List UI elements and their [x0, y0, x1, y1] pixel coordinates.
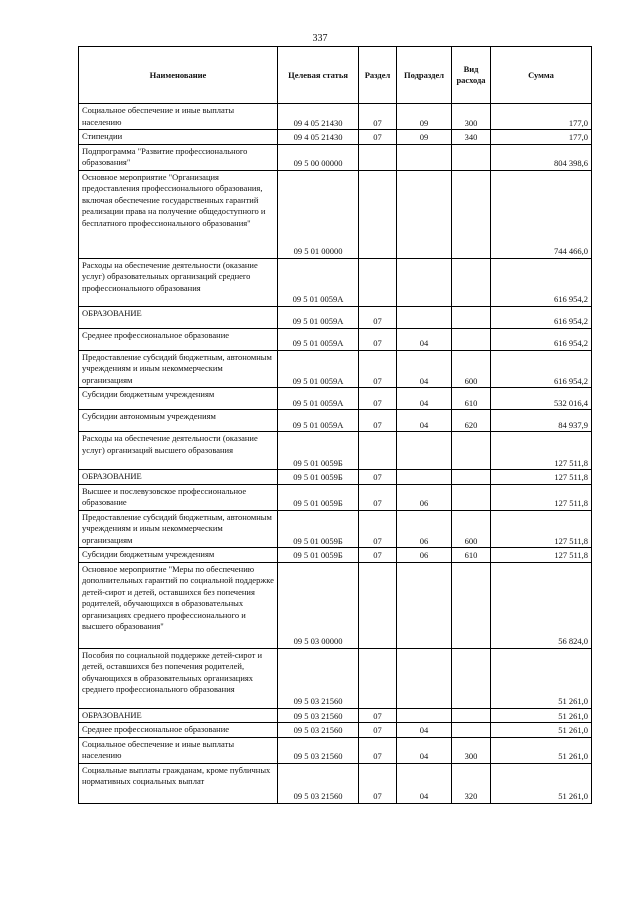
table-row	[79, 510, 592, 548]
header-section: Раздел	[359, 47, 397, 104]
row-expense-type	[452, 258, 491, 306]
row-expense-type	[452, 306, 491, 328]
header-amount: Сумма	[491, 47, 592, 104]
row-name: ОБРАЗОВАНИЕ	[79, 306, 278, 328]
row-amount: 51 261,0	[491, 708, 592, 723]
table-row	[79, 130, 592, 145]
row-section: 07	[359, 708, 397, 723]
header-name: Наименование	[79, 47, 278, 104]
row-amount: 127 511,8	[491, 470, 592, 485]
row-section	[359, 144, 397, 170]
row-name: Социальное обеспечение и иные выплаты населению	[79, 737, 278, 763]
table-row	[79, 388, 592, 410]
table-row	[79, 737, 592, 763]
table-row	[79, 328, 592, 350]
row-amount: 532 016,4	[491, 388, 592, 410]
row-amount: 127 511,8	[491, 548, 592, 563]
row-target: 09 5 01 0059Б	[278, 432, 359, 470]
row-section: 07	[359, 737, 397, 763]
row-target: 09 5 01 0059А	[278, 258, 359, 306]
row-target: 09 5 01 0059Б	[278, 548, 359, 563]
row-expense-type	[452, 432, 491, 470]
row-target: 09 5 01 0059А	[278, 388, 359, 410]
row-target: 09 5 03 21560	[278, 708, 359, 723]
row-section	[359, 170, 397, 258]
table-row	[79, 763, 592, 803]
row-subsection: 06	[397, 484, 452, 510]
row-subsection: 09	[397, 104, 452, 130]
row-section: 07	[359, 328, 397, 350]
budget-table	[78, 46, 592, 804]
table-header-row	[79, 47, 592, 104]
row-name: Расходы на обеспечение деятельности (оказание услуг) организаций высшего образования	[79, 432, 278, 470]
row-subsection: 04	[397, 723, 452, 738]
row-expense-type	[452, 144, 491, 170]
row-name: Основное мероприятие "Меры по обеспечению дополнительных гарантий по социальной поддержке детей-сирот и детей, оставшихся без попечения родителей, обучающихся в образовательных организациях среднего профессионального и высшего образования"	[79, 562, 278, 648]
row-section: 07	[359, 484, 397, 510]
row-amount: 804 398,6	[491, 144, 592, 170]
row-target: 09 5 03 00000	[278, 562, 359, 648]
row-expense-type: 300	[452, 737, 491, 763]
row-section: 07	[359, 104, 397, 130]
row-expense-type	[452, 328, 491, 350]
row-amount: 56 824,0	[491, 562, 592, 648]
row-subsection	[397, 470, 452, 485]
table-row	[79, 470, 592, 485]
row-amount: 616 954,2	[491, 350, 592, 388]
row-expense-type	[452, 648, 491, 708]
table-row	[79, 258, 592, 306]
row-expense-type	[452, 484, 491, 510]
row-amount: 616 954,2	[491, 258, 592, 306]
row-expense-type	[452, 723, 491, 738]
row-target: 09 5 01 00000	[278, 170, 359, 258]
row-section: 07	[359, 130, 397, 145]
row-section: 07	[359, 470, 397, 485]
row-target: 09 5 00 00000	[278, 144, 359, 170]
row-subsection: 06	[397, 548, 452, 563]
row-name: Социальные выплаты гражданам, кроме публичных нормативных социальных выплат	[79, 763, 278, 803]
row-subsection: 04	[397, 410, 452, 432]
row-section: 07	[359, 388, 397, 410]
row-target: 09 5 03 21560	[278, 737, 359, 763]
table-row	[79, 548, 592, 563]
row-name: Субсидии бюджетным учреждениям	[79, 548, 278, 563]
row-name: Подпрограмма "Развитие профессионального образования"	[79, 144, 278, 170]
header-subsection: Подраздел	[397, 47, 452, 104]
row-expense-type	[452, 170, 491, 258]
row-subsection	[397, 562, 452, 648]
row-name: Субсидии бюджетным учреждениям	[79, 388, 278, 410]
row-amount: 616 954,2	[491, 306, 592, 328]
row-target: 09 5 01 0059А	[278, 328, 359, 350]
row-amount: 127 511,8	[491, 432, 592, 470]
row-subsection: 04	[397, 350, 452, 388]
row-section	[359, 562, 397, 648]
table-row	[79, 306, 592, 328]
row-name: Предоставление субсидий бюджетным, автономным учреждениям и иным некоммерческим организациям	[79, 510, 278, 548]
row-name: Основное мероприятие "Организация предоставления профессионального образования, включая обеспечение государственных гарантий реализации права на получение общедоступного и бесплатного профессионального образования"	[79, 170, 278, 258]
row-amount: 51 261,0	[491, 648, 592, 708]
row-target: 09 5 03 21560	[278, 648, 359, 708]
row-amount: 51 261,0	[491, 723, 592, 738]
row-section	[359, 258, 397, 306]
row-subsection: 04	[397, 763, 452, 803]
table-row	[79, 144, 592, 170]
row-subsection: 06	[397, 510, 452, 548]
row-name: Среднее профессиональное образование	[79, 723, 278, 738]
row-subsection	[397, 258, 452, 306]
row-amount: 84 937,9	[491, 410, 592, 432]
row-section: 07	[359, 410, 397, 432]
row-target: 09 5 01 0059А	[278, 410, 359, 432]
table-row	[79, 723, 592, 738]
page-number: 337	[312, 33, 328, 44]
table-row	[79, 708, 592, 723]
row-amount: 744 466,0	[491, 170, 592, 258]
row-amount: 51 261,0	[491, 737, 592, 763]
row-name: Расходы на обеспечение деятельности (оказание услуг) образовательных организаций среднего профессионального образования	[79, 258, 278, 306]
row-section: 07	[359, 510, 397, 548]
table-row	[79, 410, 592, 432]
table-row	[79, 648, 592, 708]
row-name: ОБРАЗОВАНИЕ	[79, 470, 278, 485]
row-section: 07	[359, 763, 397, 803]
row-subsection: 04	[397, 328, 452, 350]
row-subsection	[397, 306, 452, 328]
row-expense-type: 340	[452, 130, 491, 145]
row-section: 07	[359, 350, 397, 388]
table-row	[79, 562, 592, 648]
row-target: 09 5 03 21560	[278, 723, 359, 738]
row-name: Предоставление субсидий бюджетным, автономным учреждениям и иным некоммерческим организациям	[79, 350, 278, 388]
row-target: 09 5 01 0059А	[278, 350, 359, 388]
row-target: 09 4 05 21430	[278, 130, 359, 145]
row-subsection	[397, 648, 452, 708]
row-expense-type: 600	[452, 350, 491, 388]
header-target: Целевая статья	[278, 47, 359, 104]
row-expense-type: 620	[452, 410, 491, 432]
row-amount: 616 954,2	[491, 328, 592, 350]
row-name: Пособия по социальной поддержке детей-сирот и детей, оставшихся без попечения родителей, обучающихся в образовательных организациях среднего профессионального образования	[79, 648, 278, 708]
header-expense-type: Вид расхода	[452, 47, 491, 104]
row-subsection: 04	[397, 388, 452, 410]
row-name: Стипендии	[79, 130, 278, 145]
row-subsection	[397, 170, 452, 258]
row-section	[359, 648, 397, 708]
row-expense-type	[452, 708, 491, 723]
row-expense-type: 300	[452, 104, 491, 130]
table-row	[79, 432, 592, 470]
table-row	[79, 104, 592, 130]
row-target: 09 5 03 21560	[278, 763, 359, 803]
row-expense-type: 610	[452, 548, 491, 563]
row-target: 09 5 01 0059А	[278, 306, 359, 328]
row-name: Среднее профессиональное образование	[79, 328, 278, 350]
row-name: ОБРАЗОВАНИЕ	[79, 708, 278, 723]
row-subsection	[397, 708, 452, 723]
row-expense-type	[452, 562, 491, 648]
row-target: 09 5 01 0059Б	[278, 484, 359, 510]
table-row	[79, 170, 592, 258]
row-target: 09 5 01 0059Б	[278, 470, 359, 485]
table-row	[79, 484, 592, 510]
row-amount: 127 511,8	[491, 484, 592, 510]
row-amount: 127 511,8	[491, 510, 592, 548]
row-amount: 177,0	[491, 130, 592, 145]
row-target: 09 4 05 21430	[278, 104, 359, 130]
row-subsection: 04	[397, 737, 452, 763]
row-expense-type	[452, 470, 491, 485]
row-section: 07	[359, 723, 397, 738]
row-amount: 177,0	[491, 104, 592, 130]
row-subsection: 09	[397, 130, 452, 145]
row-section: 07	[359, 548, 397, 563]
row-section	[359, 432, 397, 470]
row-expense-type: 320	[452, 763, 491, 803]
row-amount: 51 261,0	[491, 763, 592, 803]
row-name: Социальное обеспечение и иные выплаты населению	[79, 104, 278, 130]
row-name: Субсидии автономным учреждениям	[79, 410, 278, 432]
row-name: Высшее и послевузовское профессиональное образование	[79, 484, 278, 510]
row-expense-type: 600	[452, 510, 491, 548]
table-row	[79, 350, 592, 388]
row-expense-type: 610	[452, 388, 491, 410]
row-subsection	[397, 144, 452, 170]
row-section: 07	[359, 306, 397, 328]
row-subsection	[397, 432, 452, 470]
row-target: 09 5 01 0059Б	[278, 510, 359, 548]
